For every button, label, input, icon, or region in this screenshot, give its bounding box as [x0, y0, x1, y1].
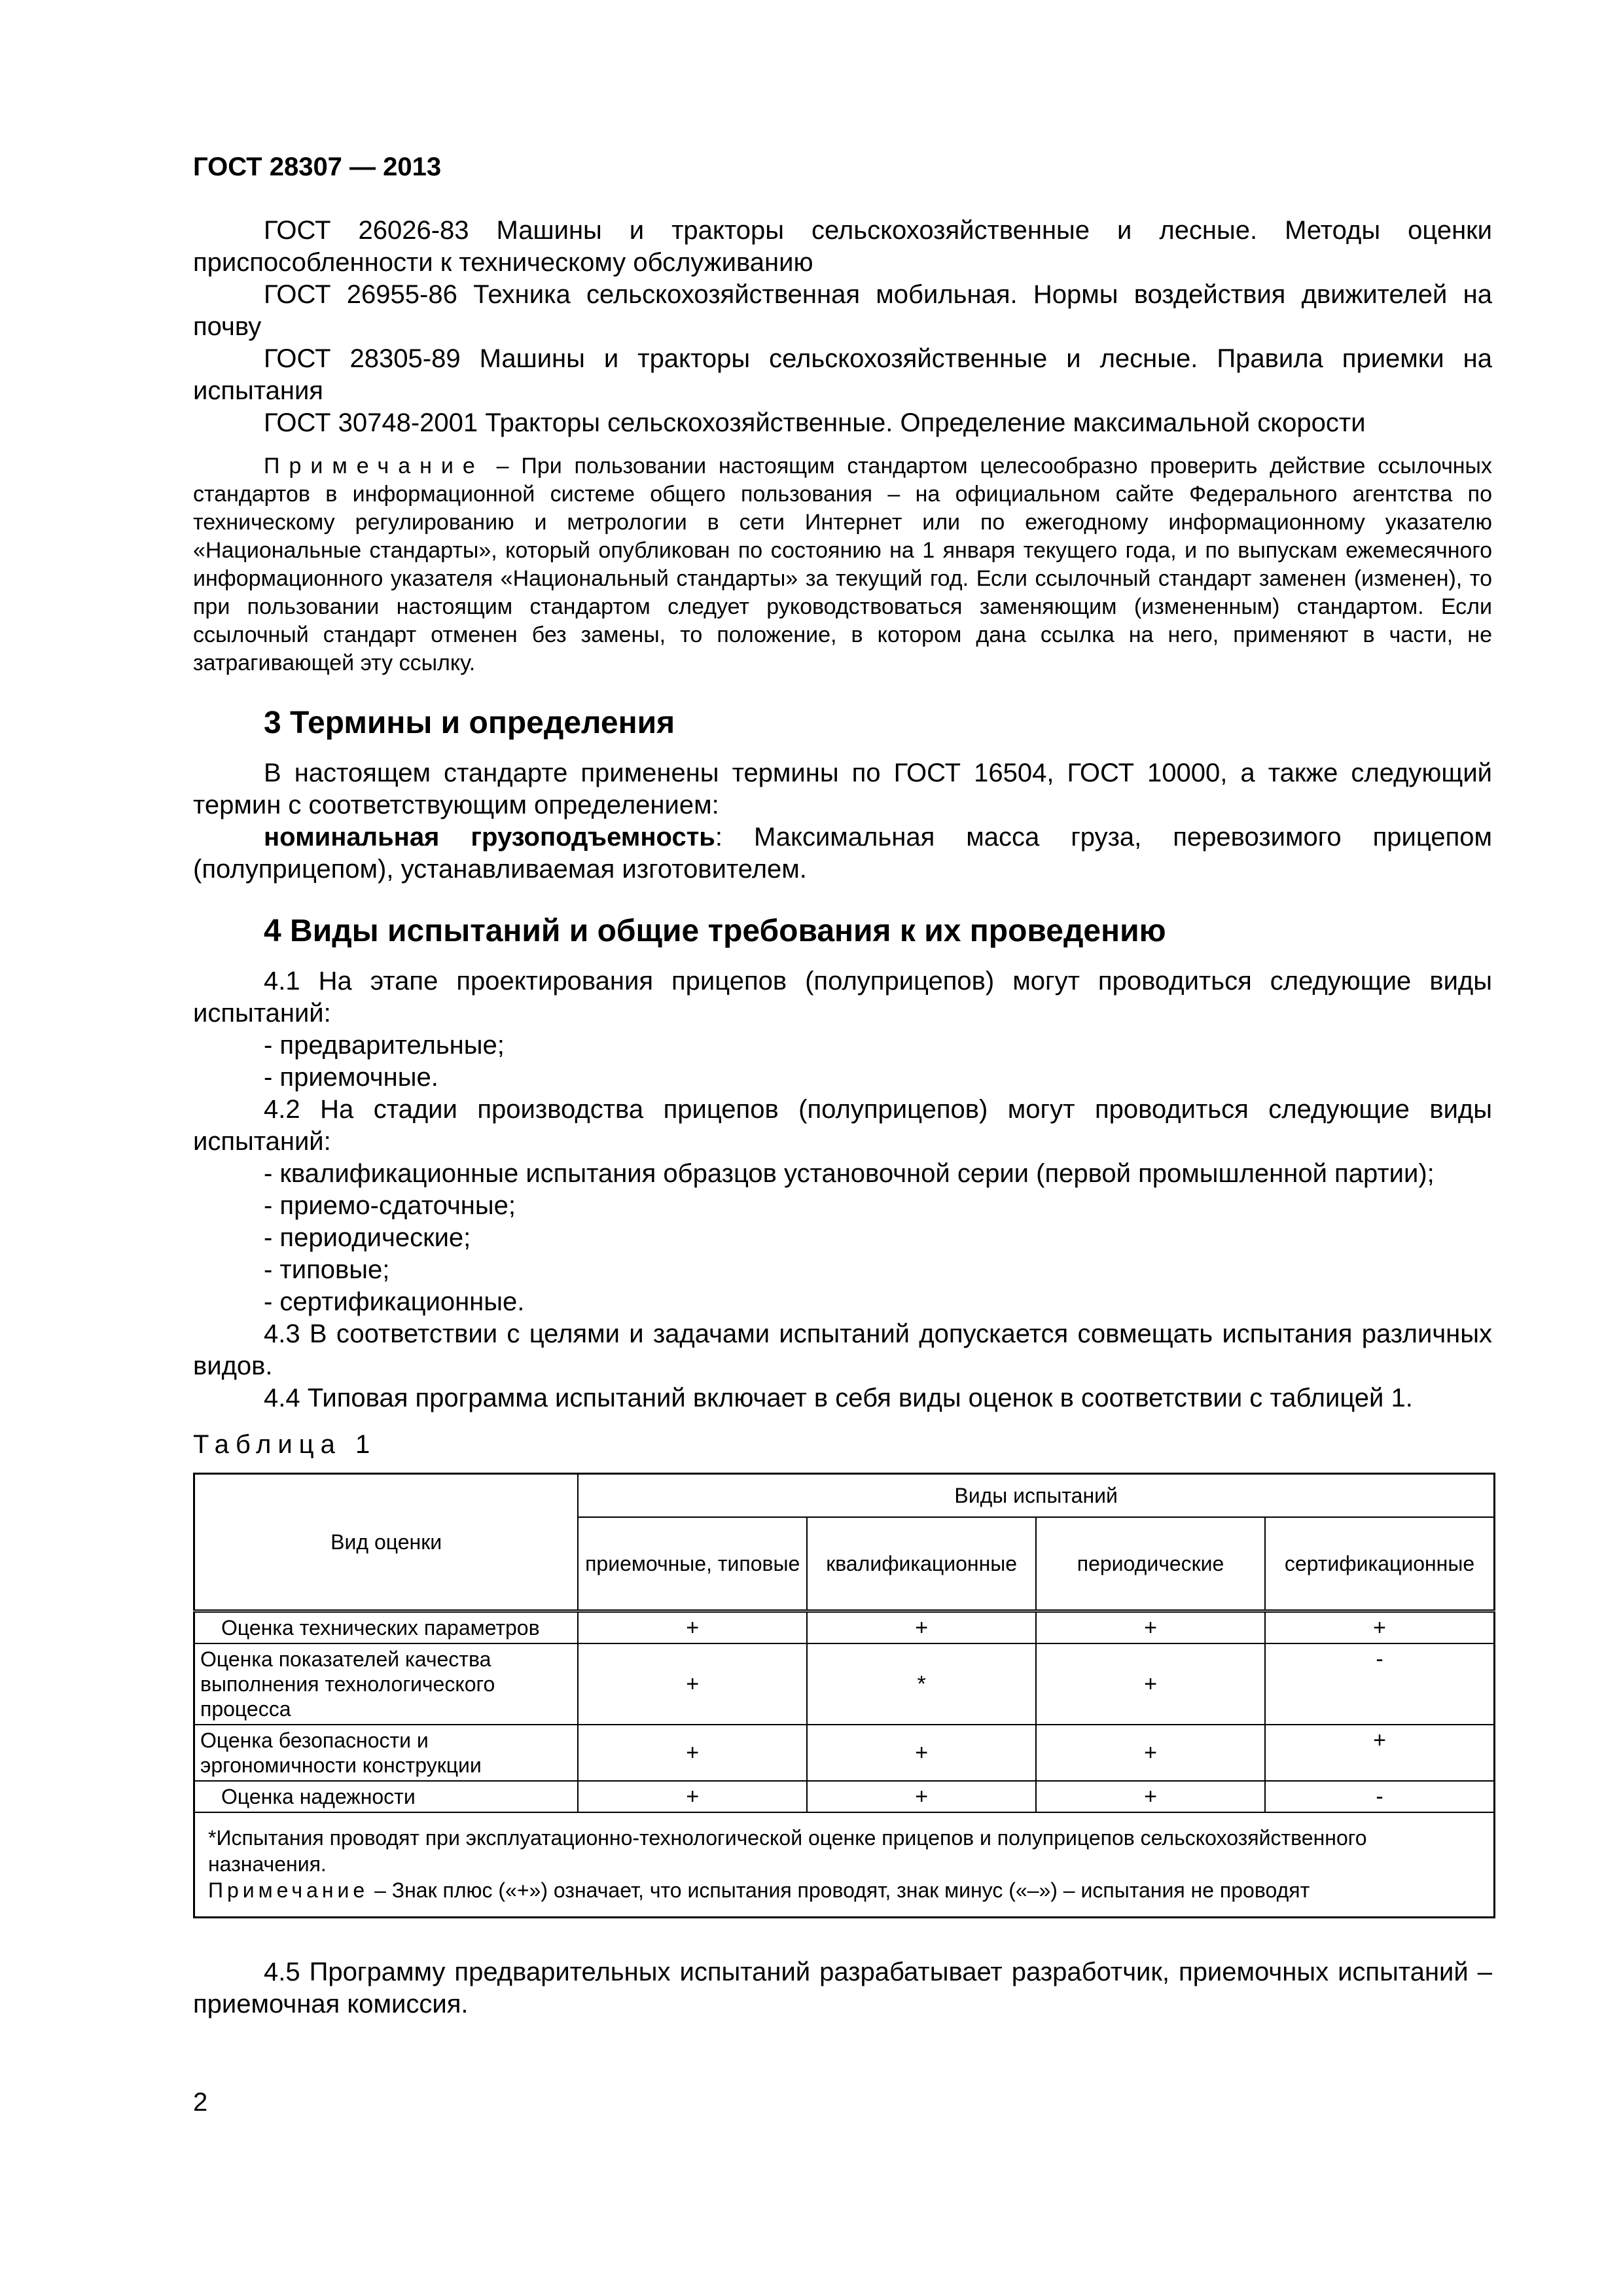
table-row [194, 1725, 1495, 1781]
table-note [208, 1877, 1480, 1903]
paragraph-4-5: 4.5 Программу предварительных испытаний разрабатывает разработчик, приемочных испытаний – приемочная комиссия. [193, 1958, 1492, 2018]
paragraph-4-1: 4.1 На этапе проектирования прицепов (полуприцепов) могут проводиться следующие виды испытаний: [193, 967, 1492, 1028]
section-3-title: 3 Термины и определения [264, 706, 675, 740]
table-row [194, 1781, 1495, 1812]
row-label: Оценка технических параметров [194, 1611, 579, 1644]
column-header: периодические [1036, 1517, 1265, 1611]
reference-4: ГОСТ 30748-2001 Тракторы сельскохозяйственные. Определение максимальной скорости [264, 408, 1366, 437]
column-header-assessment: Вид оценки [194, 1474, 579, 1611]
term-definition [193, 821, 1492, 886]
column-group-header: Виды испытаний [578, 1474, 1494, 1517]
table-note-text: – Знак плюс («+») означает, что испытания проводят, знак минус («–») – испытания не проводят [374, 1878, 1310, 1902]
table-cell: - [1265, 1781, 1495, 1812]
note-text: – При пользовании настоящим стандартом целесообразно проверить действие ссылочных стандартов в информационной системе общего пользования – на официальном сайте Федерального агентства по техническому регулированию и метрологии в сети Интернет или по ежегодному информационному указателю «Национальные стандарты», который опубликован по состоянию на 1 января текущего года, и по выпускам ежемесячного информационного указателя «Национальный стандарты» за текущий год. Если ссылочный стандарт заменен (изменен), то при пользовании настоящим стандартом следует руководствоваться заменяющим (измененным) стандартом. Если ссылочный стандарт отменен без замены, то положение, в котором дана ссылка на него, применяют в части, не затрагивающей эту ссылку. [193, 454, 1492, 675]
table-cell: + [578, 1611, 807, 1644]
table-cell: + [807, 1781, 1036, 1812]
column-header: квалификационные [807, 1517, 1036, 1611]
table-cell: * [807, 1643, 1036, 1725]
table-footnote [194, 1812, 1495, 1918]
table-note-label: Примечание [208, 1878, 369, 1902]
references-note [193, 452, 1492, 677]
term: номинальная грузоподъемность [264, 823, 715, 852]
list-item: - периодические; [264, 1223, 471, 1252]
document-header: ГОСТ 28307 — 2013 [193, 152, 442, 181]
page-number: 2 [193, 2088, 208, 2117]
table-cell: + [1265, 1725, 1495, 1781]
reference-1: ГОСТ 26026-83 Машины и тракторы сельскохозяйственные и лесные. Методы оценки приспособленности к техническому обслуживанию [193, 216, 1492, 277]
row-label: Оценка показателей качества выполнения технологического процесса [194, 1643, 579, 1725]
table-cell: - [1265, 1643, 1495, 1725]
paragraph-4-4: 4.4 Типовая программа испытаний включает в себя виды оценок в соответствии с таблицей 1. [264, 1384, 1413, 1412]
table-cell: + [578, 1643, 807, 1725]
table-cell: + [1036, 1611, 1265, 1644]
reference-2: ГОСТ 26955-86 Техника сельскохозяйственная мобильная. Нормы воздействия движителей на почву [193, 280, 1492, 341]
table-cell: + [1036, 1725, 1265, 1781]
table-cell: + [807, 1611, 1036, 1644]
definition: : Максимальная масса груза, перевозимого прицепом (полуприцепом), устанавливаемая изготовителем. [193, 823, 1492, 884]
table-cell: + [578, 1781, 807, 1812]
table-cell: + [1036, 1781, 1265, 1812]
footnote-text: *Испытания проводят при эксплуатационно-технологической оценке прицепов и полуприцепов сельскохозяйственного назначения. [208, 1826, 1367, 1876]
section-3-intro: В настоящем стандарте применены термины по ГОСТ 16504, ГОСТ 10000, а также следующий термин с соответствующим определением: [193, 759, 1492, 819]
column-header: сертификационные [1265, 1517, 1495, 1611]
list-item: - приемо-сдаточные; [264, 1191, 516, 1220]
table-cell: + [1036, 1643, 1265, 1725]
list-item: - предварительные; [264, 1031, 505, 1060]
table-cell: + [1265, 1611, 1495, 1644]
reference-3: ГОСТ 28305-89 Машины и тракторы сельскохозяйственные и лесные. Правила приемки на испытания [193, 344, 1492, 405]
section-4-title: 4 Виды испытаний и общие требования к их проведению [264, 914, 1166, 948]
list-item: - приемочные. [264, 1063, 438, 1092]
note-label: Примечание [264, 454, 484, 478]
paragraph-4-2: 4.2 На стадии производства прицепов (полуприцепов) могут проводиться следующие виды испытаний: [193, 1095, 1492, 1156]
table-cell: + [578, 1725, 807, 1781]
column-header: приемочные, типовые [578, 1517, 807, 1611]
paragraph-4-3: 4.3 В соответствии с целями и задачами испытаний допускается совмещать испытания различных видов. [193, 1319, 1492, 1380]
list-item: - сертификационные. [264, 1287, 525, 1316]
list-item: - типовые; [264, 1255, 390, 1284]
table-footnote-row [194, 1812, 1495, 1918]
table-row [194, 1643, 1495, 1725]
table-row [194, 1611, 1495, 1644]
list-item: - квалификационные испытания образцов установочной серии (первой промышленной партии); [264, 1159, 1435, 1188]
tests-table [193, 1473, 1495, 1918]
document-page [193, 151, 1492, 2020]
table-caption: Таблица 1 [193, 1430, 377, 1459]
table-cell: + [807, 1725, 1036, 1781]
row-label: Оценка надежности [194, 1781, 579, 1812]
row-label: Оценка безопасности и эргономичности конструкции [194, 1725, 579, 1781]
